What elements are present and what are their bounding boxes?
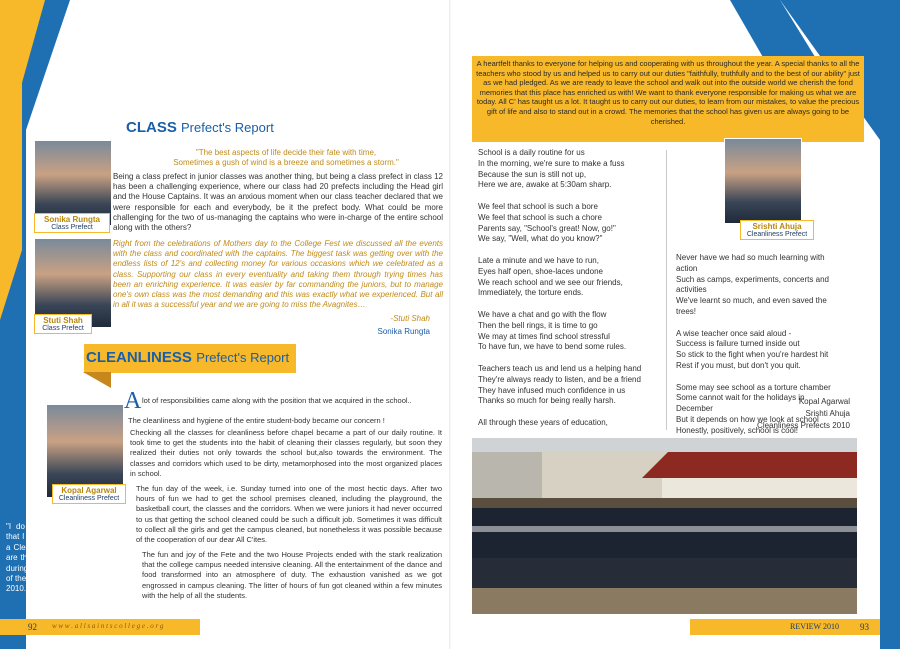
cleanliness-title-rest: Prefect's Report — [196, 350, 290, 365]
kopal-role: Cleanliness Prefect — [58, 495, 120, 502]
dropcap: A — [124, 388, 142, 414]
srishti-name: Srishti Ahuja — [752, 222, 802, 231]
stuti-name: Stuti Shah — [43, 316, 83, 325]
class-title-main: CLASS — [126, 119, 177, 136]
class-report-title — [126, 119, 274, 136]
right-page-number: 93 — [860, 622, 869, 632]
cleanliness-intro: lot of responsibilities came along with the position that we acquired in the school.. — [142, 396, 412, 405]
thanks-text: A heartfelt thanks to everyone for helping us and cooperating with us throughout the year. A special thanks to all the teachers who stood by us and helped us to carry out our duties "faithfully, truthfully and to the best of our ability" just as we had pledged. As we are ready to leave the school and walk out into the outside world we cherish the fond memories that this place has enriched us with! We want to thank everyone responsible for making us what we are today. All C' has taught us a lot. It taught us to carry out our duties, to learn from our mistakes, to value the precious gift of life and also to stand out in a crowd. The memories that the school has given us are always going to be cherished. — [476, 59, 860, 126]
left-page-number: 92 — [28, 622, 37, 632]
quote-line-1: "The best aspects of life decide their fate with time, — [195, 148, 377, 157]
stuti-caption — [34, 314, 92, 334]
class-signature-2: Sonika Rungta — [377, 327, 430, 336]
class-quote — [128, 148, 444, 168]
sonika-name: Sonika Rungta — [43, 215, 100, 224]
cleanliness-p3: The fun day of the week, i.e. Sunday turned into one of the most hectic days. After two hours of fun we had to get the school premises cleaned, including the playground, the basketball court, the classes and the corridors. When we were juniors it had never occurred to us that getting the school cleaned could be such a difficult job. Sometimes it was difficult to collect all the girls and get the campus cleaned, but nonetheless it was possible because of the cooperation of our dear All C'ites. — [136, 484, 442, 545]
srishti-photo — [724, 138, 802, 224]
class-body-2: Right from the celebrations of Mothers day to the College Fest we discussed all the events with the class and coordinated with the captains. The biggest task was getting over with the endless lists of 12's and collecting money for various occasions which we celebrated as a class. Supporting our class in every eventuality and taking them through trying times has been an enriching experience. It was easier by far commanding the juniors, but to manage one's own class was the most demanding and this was exactly what we experienced. But all in all it was a successful year and we are going to miss the Avagnites… — [113, 239, 443, 310]
sign-role: Cleanliness Prefects 2010 — [757, 421, 850, 430]
sonika-role: Class Prefect — [51, 224, 93, 231]
quote-line-2: Sometimes a gush of wind is a breeze and sometimes a storm." — [173, 158, 399, 167]
poem-right: Never have we had so much learning with action Such as camps, experiments, concerts and activities We've learnt so much, and even saved the trees! A wise teacher once said aloud - Success is failure turned inside out So stick to the fight when you're hardest hit Rest if you must, but don't you quit. Some may see school as a torture chamber Some cannot wait for the holidays in December But it depends on how we look at school Honestly, positively, school is cool! — [676, 253, 831, 435]
sonika-caption — [34, 213, 110, 233]
left-top-decoration — [0, 0, 450, 130]
class-title-rest: Prefect's Report — [181, 120, 274, 135]
cleanliness-title-main: CLEANLINESS — [86, 349, 192, 366]
right-footer-band — [690, 619, 880, 635]
stuti-role: Class Prefect — [42, 325, 84, 332]
class-signature-1: -Stuti Shah — [390, 314, 430, 323]
srishti-role: Cleanliness Prefect — [746, 231, 808, 238]
page-gutter — [449, 0, 451, 649]
right-column-rule — [666, 150, 667, 430]
website: w w w . a l l s a i n t s c o l l e g e . o r g — [52, 622, 164, 630]
cleanliness-p2: Checking all the classes for cleanliness before chapel became a part of our daily routine. It took time to get the students into the habit of cleaning their classes regularly, but soon they realized their duties not only towards the school but,also towards the environment. The classes and corridors which used to be dirty, metamorphosed into the most organized places in school. — [130, 428, 442, 478]
school-assembly-photo — [471, 437, 858, 615]
srishti-caption — [740, 220, 814, 240]
signatures — [700, 396, 850, 432]
review-label: REVIEW 2010 — [790, 622, 839, 631]
sign-name-1: Kopal Agarwal — [798, 397, 850, 406]
cleanliness-p4: The fun and joy of the Fete and the two House Projects ended with the stark realization that the college campus needed intensive cleaning. All the entertainment of the dance and food transformed into an atmosphere of duty. The exhaustion vanished as we got engrossed in campus cleaning. The litter of hours of fun got cleaned within a few minutes with the help of all the students. — [142, 550, 442, 600]
cleanliness-band-tail — [83, 372, 113, 390]
kopal-caption — [52, 484, 126, 504]
sign-name-2: Srishti Ahuja — [805, 409, 850, 418]
assembly-photo-drawing — [472, 438, 857, 614]
kopal-name: Kopal Agarwal — [61, 486, 117, 495]
cleanliness-title — [86, 349, 289, 367]
class-body-1: Being a class prefect in junior classes was another thing, but being a class prefect in class 12 has been a challenging experience, where our class had 20 prefects including the Head girl and the House Captains. It was an anxious moment when our class teacher declared that we were responsible for each and everybody, be it the prefect body. What could be more challenging for the two of us-managing the captains who were in-charge of the entire school along with the others? — [113, 172, 443, 233]
pledge-quote: "I do hereby solemnly pledge that I will carry out the duties of a Cleanliness Prefect....." these are the words that we repeated during the Investiture Ceremony of the office bearers for the year 2010. — [6, 522, 120, 594]
cleanliness-p1: The cleanliness and hygiene of the entire student-body became our concern ! — [128, 416, 385, 425]
poem-left: School is a daily routine for us In the morning, we're sure to make a fuss Because the sun is still not up, Here we are, awake at 5:30am sharp. We feel that school is such a bore We feel that school is such a chore Parents say, "School's great! Now, go!" We say, "Well, what do you know?" Late a minute and we have to run, Eyes half open, shoe-laces undone We reach school and we see our friends, Immediately, the torture ends. We have a chat and go with the flow Then the bell rings, it is time to go We may at times find school stressful To have fun, we have to bend some rules. Teachers teach us and lend us a helping hand They're always ready to listen, and be a friend They have infused much confidence in us Thanks so much for being really harsh. All through these years of education, — [478, 148, 642, 427]
